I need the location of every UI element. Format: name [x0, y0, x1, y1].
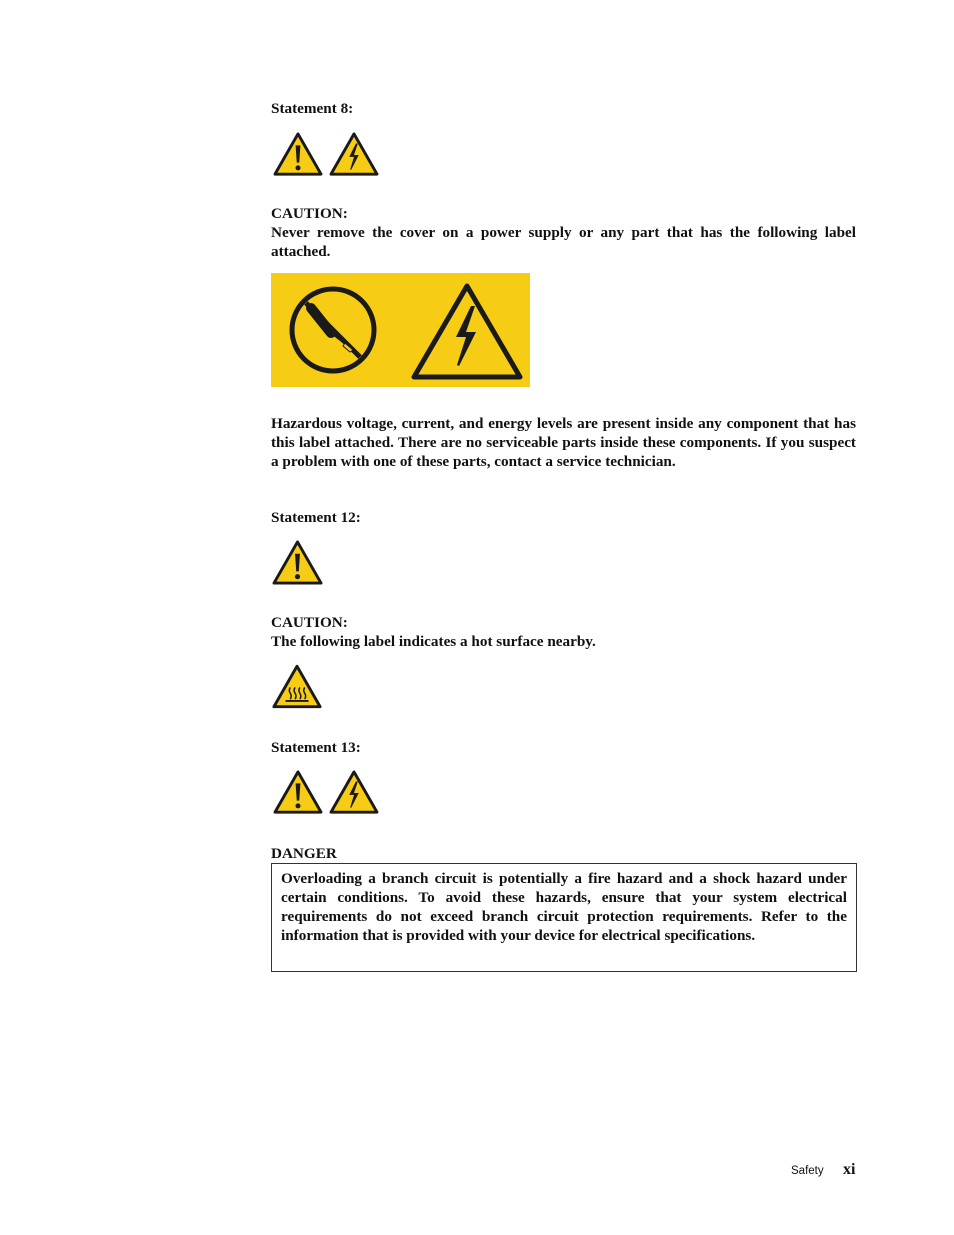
- danger-label: DANGER: [271, 845, 337, 862]
- caution-triangle-icon: [271, 539, 324, 586]
- statement-8-heading: Statement 8:: [271, 100, 354, 117]
- hot-surface-icon: [271, 663, 323, 710]
- power-supply-hazard-label: [271, 273, 530, 387]
- caution-triangle-icon: [272, 131, 324, 177]
- statement-8-caution-text: Never remove the cover on a power supply or any part that has the following label attached.: [271, 224, 856, 260]
- danger-text: Overloading a branch circuit is potentially a fire hazard and a shock hazard under certain conditions. To avoid these hazards, ensure that your system electrical requirements do not exceed branch circuit protection requirements. Refer to the information that is provided with your device for electrical specifications.: [281, 870, 847, 944]
- statement-8-hazard-text: Hazardous voltage, current, and energy levels are present inside any component that has this label attached. There are no serviceable parts inside these components. If you suspect a problem with one of these parts, contact a service technician.: [271, 415, 856, 470]
- statement-8-caution-label: CAUTION:: [271, 205, 348, 222]
- statement-12-caution-label: CAUTION:: [271, 614, 348, 631]
- electrical-hazard-icon: [328, 131, 380, 177]
- caution-triangle-icon: [272, 769, 324, 815]
- statement-12-heading: Statement 12:: [271, 509, 361, 526]
- footer-section-name: Safety: [791, 1165, 824, 1177]
- electrical-hazard-icon: [328, 769, 380, 815]
- statement-13-heading: Statement 13:: [271, 739, 361, 756]
- danger-box: [271, 863, 857, 972]
- footer-page-number: xi: [843, 1161, 856, 1178]
- statement-12-caution-text: The following label indicates a hot surface nearby.: [271, 633, 596, 650]
